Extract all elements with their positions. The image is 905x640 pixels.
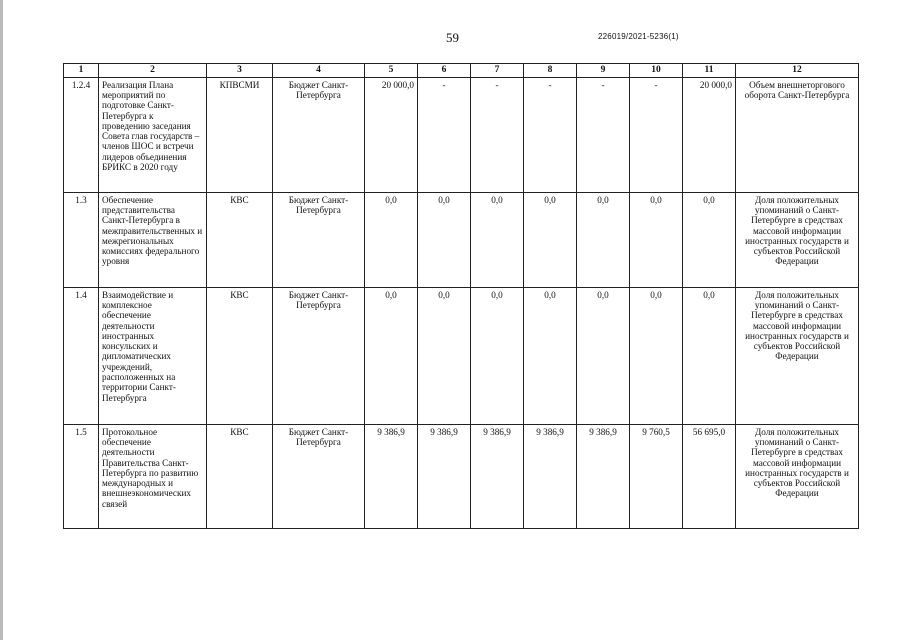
funding-source: Бюджет Санкт-Петербурга [273,424,365,528]
funding-source: Бюджет Санкт-Петербурга [273,287,365,424]
executor: КВС [207,192,273,287]
value-cell: - [524,77,577,192]
value-cell: - [577,77,630,192]
value-cell: 0,0 [630,287,683,424]
col-header: 4 [273,64,365,78]
value-cell: 0,0 [471,192,524,287]
value-cell: 9 386,9 [365,424,418,528]
col-header: 9 [577,64,630,78]
document-code: 226019/2021-5236(1) [598,32,679,41]
value-cell: 0,0 [365,192,418,287]
value-cell: 0,0 [577,287,630,424]
scan-edge [0,0,3,640]
col-header: 3 [207,64,273,78]
value-cell: 0,0 [524,192,577,287]
indicator: Доля положительных упоминаний о Санкт-Петербурге в средствах массовой информации иностранных государств и субъектов Российской Федерации [736,287,859,424]
col-header: 11 [683,64,736,78]
value-cell: 9 386,9 [577,424,630,528]
col-header: 6 [418,64,471,78]
activity-name: Протокольное обеспечение деятельности Правительства Санкт-Петербурга по развитию международных и внешнеэкономических связей [99,424,207,528]
header-row [64,64,859,78]
row-number: 1.3 [64,192,99,287]
value-cell: 0,0 [418,192,471,287]
col-header: 1 [64,64,99,78]
activity-name: Реализация Плана мероприятий по подготовке Санкт-Петербурга к проведению заседания Совета глав государств – членов ШОС и встречи лидеров объединения БРИКС в 2020 году [99,77,207,192]
indicator: Доля положительных упоминаний о Санкт-Петербурге в средствах массовой информации иностранных государств и субъектов Российской Федерации [736,192,859,287]
value-cell: 9 386,9 [471,424,524,528]
value-cell: 0,0 [683,192,736,287]
value-cell: 20 000,0 [683,77,736,192]
col-header: 12 [736,64,859,78]
value-cell: 0,0 [418,287,471,424]
value-cell: 0,0 [630,192,683,287]
table-row [64,77,859,192]
value-cell: 0,0 [471,287,524,424]
row-number: 1.4 [64,287,99,424]
executor: КПВСМИ [207,77,273,192]
page-number: 59 [446,30,459,45]
value-cell: 0,0 [577,192,630,287]
table-row [64,424,859,528]
value-cell: - [418,77,471,192]
value-cell: 0,0 [365,287,418,424]
value-cell: 56 695,0 [683,424,736,528]
col-header: 10 [630,64,683,78]
table-row [64,192,859,287]
activity-name: Обеспечение представительства Санкт-Петербурга в межправительственных и межрегиональных комиссиях федерального уровня [99,192,207,287]
value-cell: 9 760,5 [630,424,683,528]
indicator: Доля положительных упоминаний о Санкт-Петербурге в средствах массовой информации иностранных государств и субъектов Российской Федерации [736,424,859,528]
col-header: 8 [524,64,577,78]
funding-source: Бюджет Санкт-Петербурга [273,192,365,287]
executor: КВС [207,287,273,424]
funding-source: Бюджет Санкт-Петербурга [273,77,365,192]
value-cell: - [471,77,524,192]
col-header: 2 [99,64,207,78]
value-cell: 9 386,9 [524,424,577,528]
row-number: 1.2.4 [64,77,99,192]
executor: КВС [207,424,273,528]
indicator: Объем внешнеторгового оборота Санкт-Петербурга [736,77,859,192]
value-cell: 0,0 [524,287,577,424]
col-header: 5 [365,64,418,78]
value-cell: - [630,77,683,192]
value-cell: 0,0 [683,287,736,424]
row-number: 1.5 [64,424,99,528]
col-header: 7 [471,64,524,78]
table-row [64,287,859,424]
value-cell: 20 000,0 [365,77,418,192]
value-cell: 9 386,9 [418,424,471,528]
activity-name: Взаимодействие и комплексное обеспечение деятельности иностранных консульских и дипломатических учреждений, расположенных на территории Санкт-Петербурга [99,287,207,424]
program-table [63,63,859,529]
